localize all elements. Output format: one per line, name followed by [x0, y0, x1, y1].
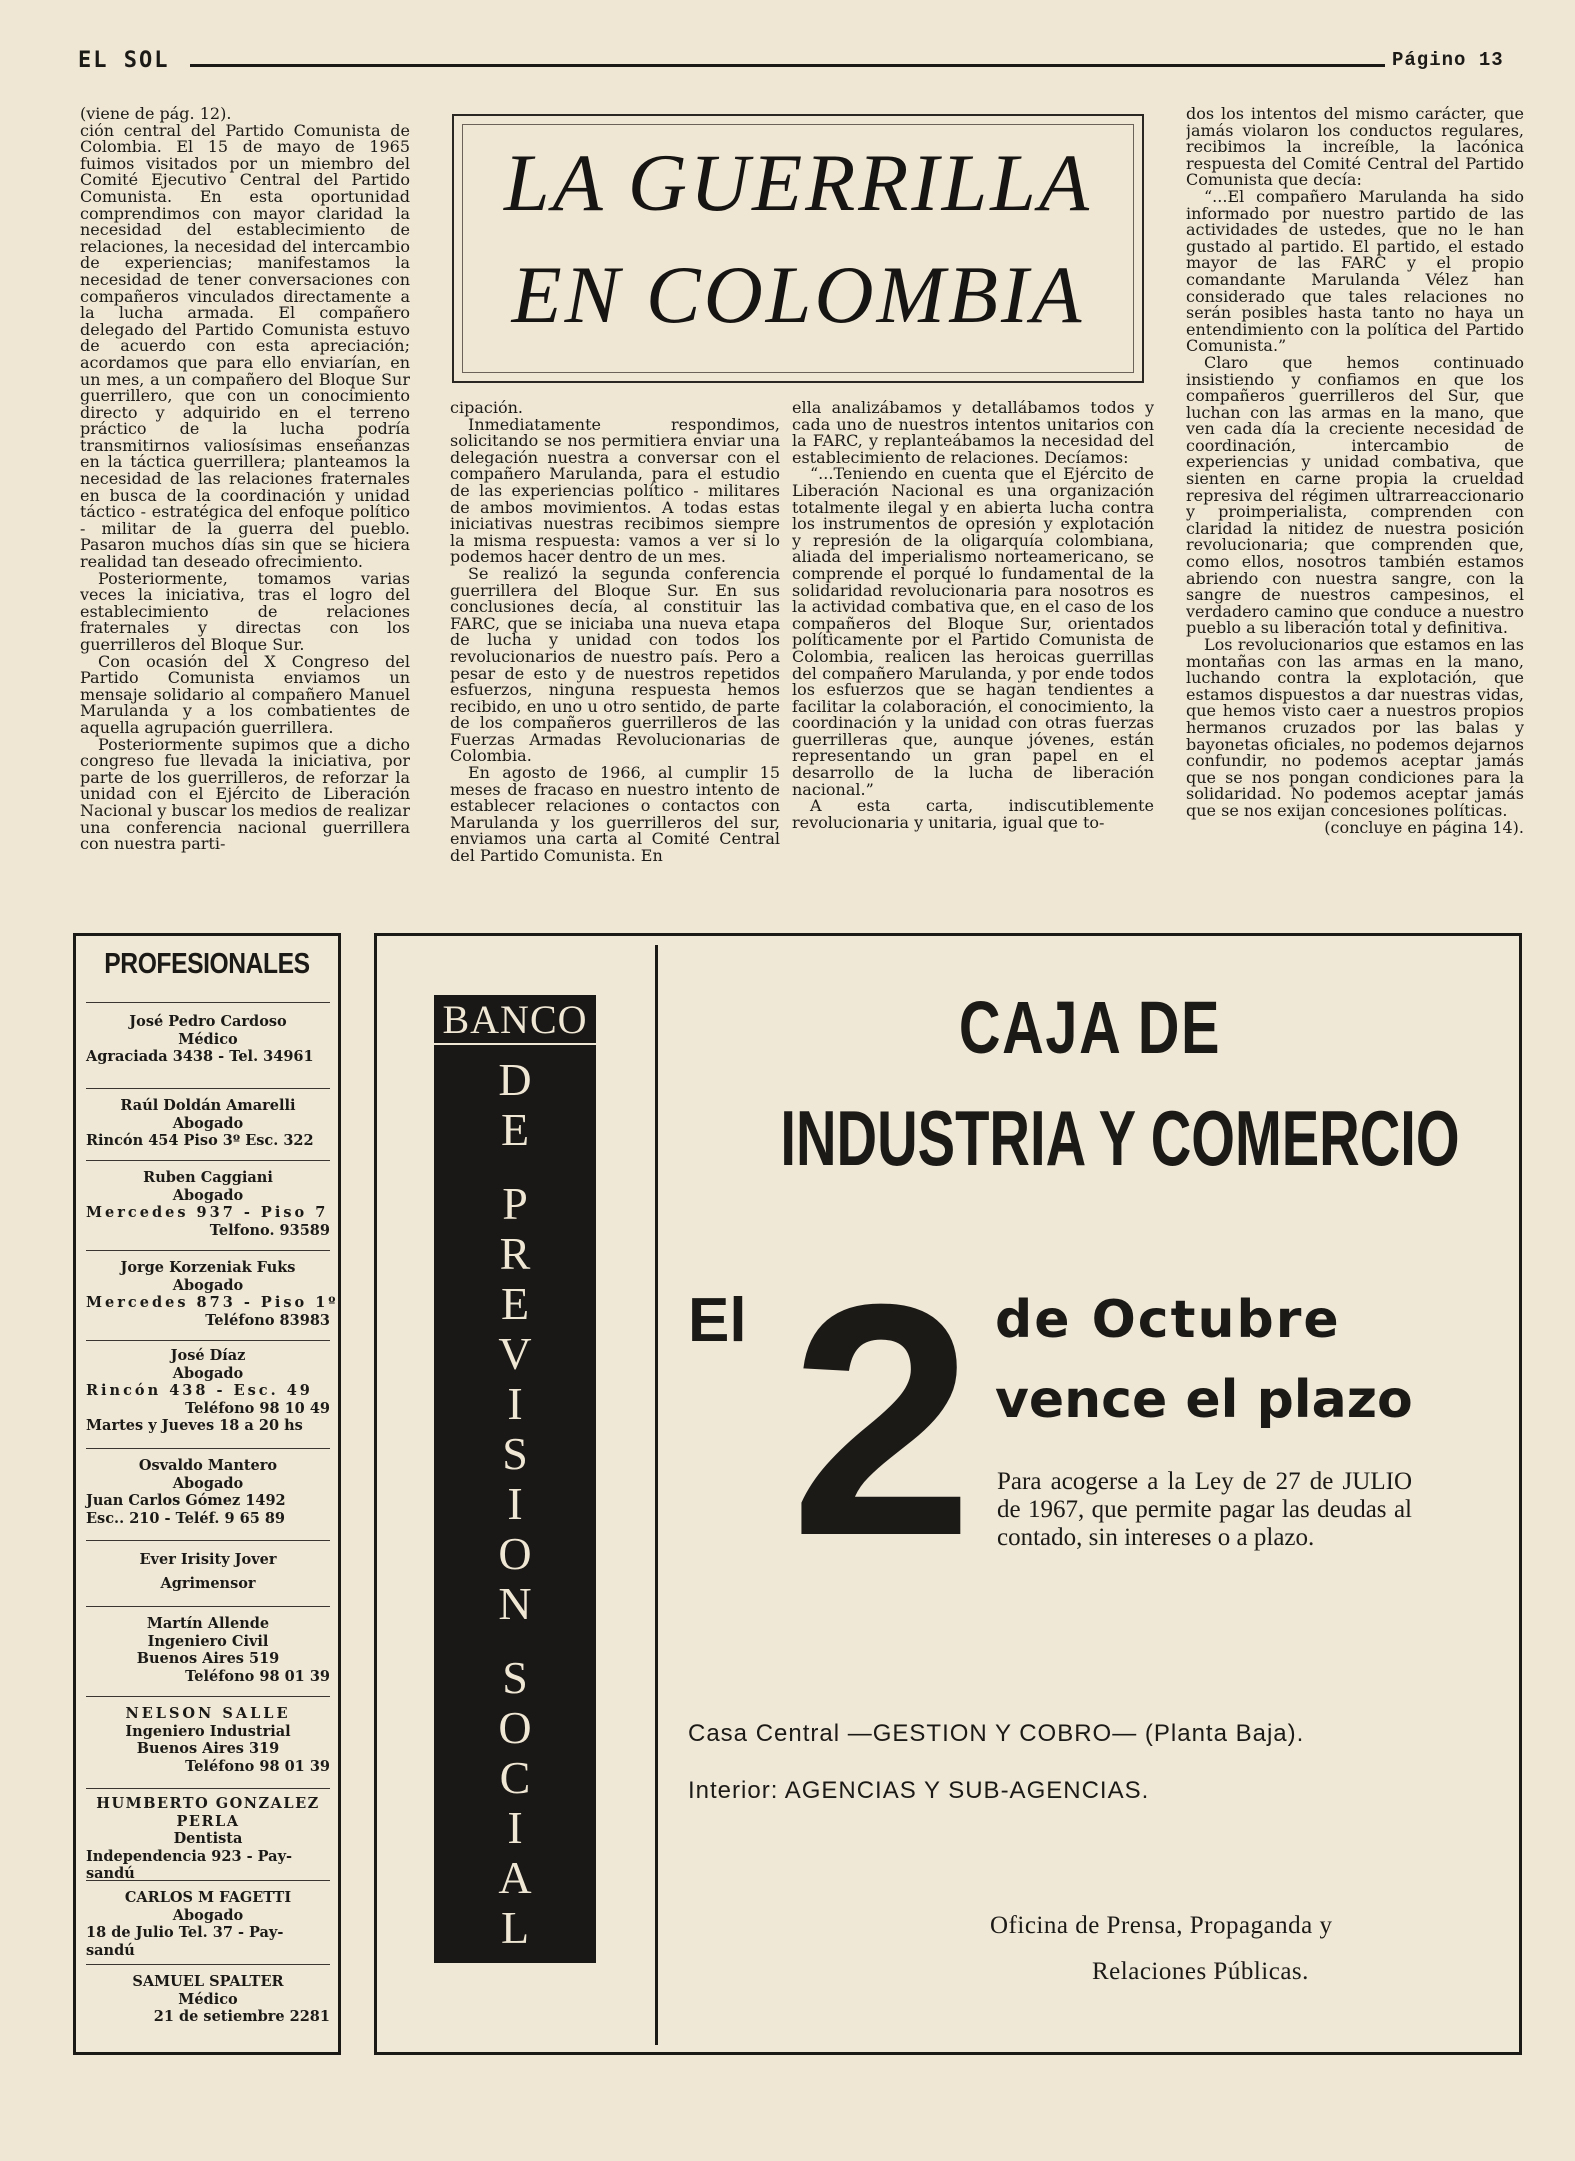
paragraph: “...El compañero Marulanda ha sido informado por nuestro partido de las actividades de ustedes, que no le han gustado al partido. El partido, el estado mayor de las FARC y el propio comandante Marulanda Vélez han considerado que tales relaciones no serán posibles hasta tanto no haya un entendimiento con la política del Partido Comunista.” [1186, 186, 1524, 356]
banco-vertical-letter: N [498, 1578, 532, 1629]
ad-big-number: 2 [790, 1235, 974, 1604]
directory-entry [86, 1964, 330, 2049]
paragraph: En agosto de 1966, al cumplir 15 meses de fracaso en nuestro intento de establecer relaciones o contactos con Marulanda y los guerrilleros del sur, enviamos una carta al Comité Central del Partido Comunista. En [450, 763, 780, 866]
banco-vertical-letter: I [507, 1802, 523, 1853]
banco-vertical-letter: L [500, 1902, 530, 1953]
ad-el-word: El [688, 1286, 747, 1355]
directory-entry [86, 1250, 339, 1341]
article-column-3 [792, 400, 1154, 920]
page-number: Págino 13 [1392, 49, 1504, 71]
entry-name: NELSON SALLE [125, 1705, 291, 1722]
banco-vertical-letter: A [498, 1852, 532, 1903]
entry-address: Juan Carlos Gómez 1492 [86, 1492, 286, 1510]
ad-date-line2: vence el plazo [995, 1370, 1413, 1430]
entry-address: Mercedes 937 - Piso 7 [86, 1204, 329, 1222]
entry-name: Raúl Doldán Amarelli [120, 1097, 296, 1114]
paragraph: dos los intentos del mismo carácter, que jamás violaron los conductos regulares, recibimos la increíble, la lacónica respuesta del Comité Central del Partido Comunista que decía: [1186, 106, 1524, 190]
paragraph: Posteriormente supimos que a dicho congreso fue llevada la iniciativa, por parte de los guerrilleros, de reforzar la unidad con el Ejército de Liberación Nacional y buscar los medios de realizar una conferencia nacional guerrillera con nuestra parti- [80, 734, 410, 854]
entry-name: José Pedro Cardoso [129, 1013, 287, 1030]
entry-address: Buenos Aires 319 [136, 1740, 280, 1758]
entry-title: Abogado [172, 1474, 244, 1492]
ad-office-line2: Relaciones Públicas. [1092, 1958, 1309, 1985]
entry-title: Abogado [172, 1364, 244, 1382]
entry-title: Ingeniero Industrial [125, 1722, 291, 1740]
entry-address: Independencia 923 - Pay- [86, 1847, 293, 1865]
entry-title: Dentista [173, 1830, 243, 1848]
entry-title: Médico [178, 1990, 238, 2008]
entry-address: Buenos Aires 519 [136, 1650, 280, 1668]
paragraph: Los revolucionarios que estamos en las montañas con las armas en la mano, luchando contra la explotación, que estamos dispuestos a dar nuestras vidas, que hemos visto caer a nuestros propios hermanos cruzados por las balas y bayonetas oficiales, no podemos dejarnos confundir, no podemos aceptar jamás que se nos pongan condiciones para la solidaridad. No podemos aceptar jamás que se nos exijan concesiones políticas. [1186, 635, 1524, 820]
paragraph: Inmediatamente respondimos, solicitando se nos permitiera enviar una delegación nuestra a conversar con el compañero Marulanda, para el estudio de las experiencias político - militares de ambos movimientos. A todas estas iniciativas nuestras recibimos siempre la misma respuesta: vamos a ver si lo podemos hacer dentro de un mes. [450, 414, 780, 567]
directory-entry [86, 1088, 330, 1161]
article-title-line2: EN COLOMBIA [511, 249, 1085, 340]
article-column-4 [1186, 106, 1524, 916]
entry-address-cont: sandú [86, 1865, 135, 1883]
banco-vertical-letter: S [502, 1652, 528, 1703]
paragraph: A esta carta, indiscutiblemente revolucionaria y unitaria, igual que to- [792, 796, 1154, 832]
paragraph: Claro que hemos continuado insistiendo y confiamos en que los compañeros guerrilleros del Sur, que luchan con las armas en la mano, que ven cada día la creciente necesidad de coordinación, intercambio de experiencias y unidad combativa, que sienten en carne propia la crueldad represiva del régimen ultrarreaccionario y proimperialista, comprenden con claridad la nitidez de nuestra posición revolucionaria; que comprenden que, como ellos, nosotros también estamos abriendo con nuestra sangre, con la sangre de nuestros campesinos, el verdadero camino que conduce a nuestro pueblo a su liberación total y definitiva. [1186, 352, 1524, 638]
ad-interior: Interior: AGENCIAS Y SUB-AGENCIAS. [688, 1777, 1150, 1804]
ad-headline-line2: INDUSTRIA Y COMERCIO [780, 1094, 1460, 1182]
entry-name: Ruben Caggiani [143, 1169, 273, 1186]
entry-hours: Martes y Jueves 18 a 20 hs [86, 1417, 303, 1435]
paragraph: cipación. [450, 400, 523, 417]
profesionales-title: PROFESIONALES [104, 948, 310, 980]
entry-name: Jorge Korzeniak Fuks [120, 1259, 296, 1276]
banco-vertical-letter: P [502, 1178, 528, 1229]
paragraph: (viene de pág. 12). [80, 106, 232, 123]
entry-name: Osvaldo Mantero [138, 1457, 278, 1474]
banco-vertical-text [434, 1045, 596, 1963]
entry-address: Rincón 454 Piso 3º Esc. 322 [86, 1132, 314, 1150]
banco-vertical-letter: V [498, 1328, 532, 1379]
entry-name: José Díaz [170, 1347, 246, 1364]
entry-name: Ever Irisity Jover [139, 1551, 277, 1568]
banco-label: BANCO [434, 995, 596, 1045]
entry-address-cont: sandú [86, 1941, 135, 1959]
article-title-box [452, 114, 1144, 383]
paragraph: Posteriormente, tomamos varias veces la iniciativa, tras el logro del establecimiento de relaciones fraternales y directas con los guerrilleros del Bloque Sur. [80, 568, 410, 654]
banco-vertical-letter: I [507, 1478, 523, 1529]
ad-office-line1: Oficina de Prensa, Propaganda y [990, 1912, 1333, 1939]
entry-title: Abogado [172, 1906, 244, 1924]
directory-entry [86, 1340, 330, 1449]
directory-entry [86, 1540, 330, 1607]
entry-address: Rincón 438 - Esc. 49 [86, 1382, 313, 1400]
entry-address: 21 de setiembre 2281 [153, 2008, 330, 2026]
paragraph: ella analizábamos y detallábamos todos y cada uno de nuestros intentos unitarios con la FARC, y replanteábamos la necesidad del establecimiento de relaciones. Decíamos: [792, 400, 1154, 467]
banco-vertical-letter: O [498, 1528, 532, 1579]
entry-phone: Teléfono 98 01 39 [185, 1757, 330, 1775]
entry-phone: Teléfono 98 01 39 [185, 1667, 330, 1685]
entry-phone: Telfono. 93589 [209, 1221, 330, 1239]
entry-name: Martín Allende [146, 1615, 270, 1632]
article-column-2 [450, 400, 780, 920]
ad-headline-line1: CAJA DE [958, 986, 1222, 1069]
banco-vertical-letter: S [502, 1428, 528, 1479]
entry-title: Abogado [172, 1276, 244, 1294]
entry-title: Abogado [172, 1186, 244, 1204]
header-rule [190, 64, 1385, 67]
entry-name: SAMUEL SPALTER [132, 1973, 284, 1990]
directory-entry [86, 1788, 330, 1881]
banco-vertical-letter: O [498, 1702, 532, 1753]
entry-phone: Esc.. 210 - Teléf. 9 65 89 [86, 1509, 286, 1527]
entry-title: Médico [178, 1030, 238, 1048]
banco-vertical-letter: D [498, 1054, 532, 1105]
entry-address: Agraciada 3438 - Tel. 34961 [86, 1048, 314, 1066]
ad-date-line1: de Octubre [995, 1290, 1341, 1350]
banco-vertical-letter: E [500, 1104, 530, 1155]
article-column-1 [80, 106, 410, 916]
directory-entry [86, 1002, 330, 1089]
paragraph: Se realizó la segunda conferencia guerrillera del Bloque Sur. En sus conclusiones decía, al constituir las FARC, que se iniciaba una nueva etapa de lucha y unidad con todos los revolucionarios de nuestro país. Pero a pesar de esto y de nuestros repetidos esfuerzos, ninguna respuesta hemos recibido, en uno u otro sentido, de parte de los compañeros guerrilleros de las Fuerzas Armadas Revolucionarias de Colombia. [450, 563, 780, 766]
entry-phone: Teléfono 98 10 49 [185, 1399, 330, 1417]
entry-phone: Teléfono 83983 [205, 1311, 330, 1329]
ad-law-text: Para acogerse a la Ley de 27 de JULIO de 1967, que permite pagar las deudas al contado, sin intereses o a plazo. [997, 1468, 1412, 1551]
banco-vertical-letter: R [499, 1228, 531, 1279]
entry-address: Mercedes 873 - Piso 1º [86, 1294, 339, 1312]
ad-casa-central: Casa Central —GESTION Y COBRO— (Planta Baja). [688, 1720, 1305, 1747]
paragraph: “...Teniendo en cuenta que el Ejército de Liberación Nacional es una organización totalmente ilegal y en abierta lucha contra los instrumentos de opresión y explotación y represión de la oligarquía colombiana, aliada del imperialismo norteamericano, se comprende el porqué lo fundamental de la solidaridad revolucionaria para nosotros es la actividad combativa que, en el caso de los compañeros del Bloque Sur, orientados políticamente por el Partido Comunista de Colombia, realicen las heroicas guerrillas del compañero Marulanda, y por ende todos los esfuerzos que se hagan tendientes a facilitar la colaboración, el conocimiento, la coordinación y la unidad con otras fuerzas guerrilleras que, aunque jóvenes, están representando un gran papel en el desarrollo de la lucha de liberación nacional.” [792, 464, 1154, 799]
banco-vertical-letter: C [499, 1752, 531, 1803]
banco-vertical-letter: E [500, 1278, 530, 1329]
directory-entry [86, 1696, 330, 1789]
article-title-line1: LA GUERRILLA [503, 137, 1093, 228]
newspaper-name: EL SOL [78, 48, 170, 73]
directory-entry [86, 1606, 330, 1697]
profesionales-directory [73, 933, 341, 2055]
entry-name: HUMBERTO GONZALEZ PERLA [96, 1795, 320, 1830]
directory-entry [86, 1160, 330, 1251]
paragraph: Con ocasión del X Congreso del Partido Comunista enviamos un mensaje solidario al compañero Manuel Marulanda y a los combatientes de aquella agrupación guerrillera. [80, 651, 410, 737]
entry-name: CARLOS M FAGETTI [124, 1889, 292, 1906]
entry-title: Agrimensor [160, 1574, 256, 1592]
entry-title: Ingeniero Civil [147, 1632, 269, 1650]
continued-note: (concluye en página 14). [1324, 817, 1524, 837]
entry-address: 18 de Julio Tel. 37 - Pay- [86, 1924, 284, 1942]
paragraph: ción central del Partido Comunista de Colombia. El 15 de mayo de 1965 fuimos visitados por un miembro del Comité Ejecutivo Central del Partido Comunista. En esta oportunidad comprendimos con mayor claridad la necesidad del establecimiento de relaciones, la necesidad del intercambio de experiencias; manifestamos la necesidad de tener conversaciones con compañeros vinculados directamente a la lucha armada. El compañero delegado del Partido Comunista estuvo de acuerdo con esta apreciación; acordamos que para ello enviarían, en un mes, a un compañero del Bloque Sur guerrillero, que con un conocimiento directo y adquirido en el terreno práctico de la lucha podría transmitirnos valiosísimas enseñanzas en la táctica guerrillera; planteamos la necesidad de las relaciones fraternales en busca de la coordinación y unidad táctico - estratégica del enfoque político - militar de la guerra del pueblo. Pasaron muchos días sin que se hiciera realidad tan deseado ofrecimiento. [80, 120, 410, 572]
directory-entry [86, 1448, 330, 1541]
banco-vertical-letter: I [507, 1378, 523, 1429]
entry-title: Abogado [172, 1114, 244, 1132]
ad-divider-rule [655, 945, 658, 2045]
directory-entry [86, 1880, 330, 1965]
